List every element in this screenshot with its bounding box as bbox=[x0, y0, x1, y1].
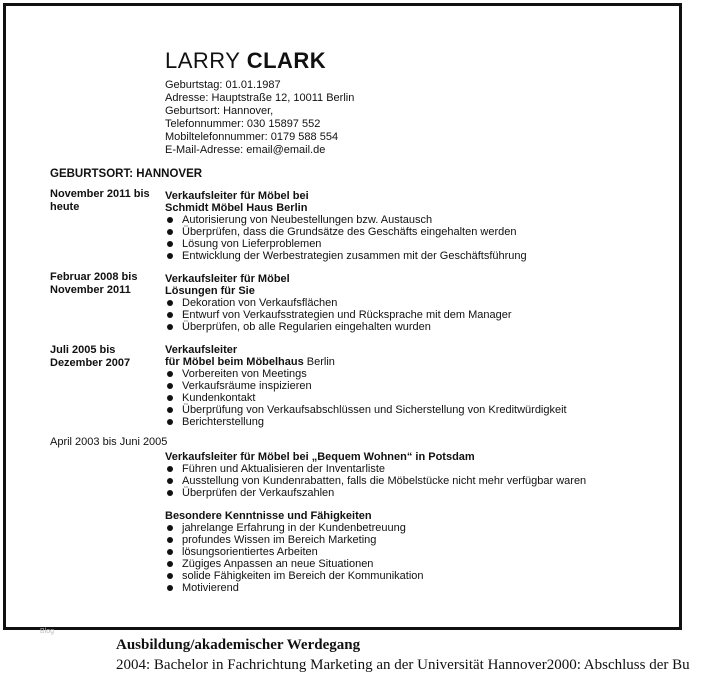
list-item: solide Fähigkeiten im Bereich der Kommunikation bbox=[165, 570, 665, 582]
list-item: Führen und Aktualisieren der Inventarliste bbox=[165, 463, 665, 475]
first-name: LARRY bbox=[165, 48, 241, 73]
job-entry bbox=[165, 451, 665, 499]
job-date-line: heute bbox=[50, 201, 80, 213]
education-line: 2004: Bachelor in Fachrichtung Marketing an der Universität Hannover2000: Abschluss der Bu bbox=[116, 657, 690, 673]
list-item: Überprüfen, ob alle Regularien eingehalten wurden bbox=[165, 321, 665, 333]
job-title-company-suffix: Berlin bbox=[303, 356, 335, 368]
job-title: Verkaufsleiter für Möbel bei „Bequem Wohnen“ in Potsdam bbox=[165, 451, 475, 463]
list-item: Entwurf von Verkaufsstrategien und Rücksprache mit dem Manager bbox=[165, 309, 665, 321]
list-item: Kundenkontakt bbox=[165, 392, 665, 404]
job-title-company: Schmidt Möbel Haus Berlin bbox=[165, 202, 308, 214]
job-title: Verkaufsleiter für Möbel bbox=[165, 273, 290, 285]
job-date bbox=[50, 344, 160, 370]
list-item: Vorbereiten von Meetings bbox=[165, 368, 665, 380]
job-entry bbox=[165, 273, 665, 333]
contact-address: Adresse: Hauptstraße 12, 10011 Berlin bbox=[165, 92, 355, 104]
contact-birthplace: Geburtsort: Hannover, bbox=[165, 105, 274, 117]
job-duties-list bbox=[165, 368, 665, 428]
job-entry bbox=[165, 190, 665, 262]
job-date-line: April 2003 bis Juni 2005 bbox=[50, 436, 168, 448]
contact-block bbox=[165, 79, 354, 157]
list-item: lösungsorientiertes Arbeiten bbox=[165, 546, 665, 558]
job-title-company-text: für Möbel beim Möbelhaus bbox=[165, 356, 304, 368]
job-duties-list bbox=[165, 463, 665, 499]
list-item: Dekoration von Verkaufsflächen bbox=[165, 297, 665, 309]
list-item: Lösung von Lieferproblemen bbox=[165, 238, 665, 250]
contact-birthday: Geburtstag: 01.01.1987 bbox=[165, 79, 281, 91]
contact-mobile: Mobiltelefonnummer: 0179 588 554 bbox=[165, 131, 339, 143]
job-date bbox=[50, 271, 160, 297]
job-date bbox=[50, 436, 250, 449]
resume-name bbox=[165, 48, 326, 74]
job-duties-list bbox=[165, 297, 665, 333]
job-date-line: Juli 2005 bis bbox=[50, 344, 116, 356]
list-item: jahrelange Erfahrung in der Kundenbetreuung bbox=[165, 522, 665, 534]
watermark-text: Blog bbox=[40, 628, 55, 635]
skills-section bbox=[165, 510, 665, 594]
job-date bbox=[50, 188, 160, 214]
job-duties-list bbox=[165, 214, 665, 262]
job-entry bbox=[165, 344, 665, 428]
list-item: Zügiges Anpassen an neue Situationen bbox=[165, 558, 665, 570]
education-heading: Ausbildung/akademischer Werdegang bbox=[116, 637, 361, 653]
list-item: Überprüfung von Verkaufsabschlüssen und Sicherstellung von Kreditwürdigkeit bbox=[165, 404, 665, 416]
job-date-line: Februar 2008 bis bbox=[50, 271, 138, 283]
list-item: Motivierend bbox=[165, 582, 665, 594]
contact-email: E-Mail-Adresse: email@email.de bbox=[165, 144, 326, 156]
skills-title: Besondere Kenntnisse und Fähigkeiten bbox=[165, 510, 372, 522]
job-title-company bbox=[165, 356, 665, 368]
job-date-line: November 2011 bis bbox=[50, 188, 150, 200]
job-date-line: Dezember 2007 bbox=[50, 357, 131, 369]
list-item: Überprüfen der Verkaufszahlen bbox=[165, 487, 665, 499]
list-item: Überprüfen, dass die Grundsätze des Geschäfts eingehalten werden bbox=[165, 226, 665, 238]
list-item: Berichterstellung bbox=[165, 416, 665, 428]
list-item: Entwicklung der Werbestrategien zusammen mit der Geschäftsführung bbox=[165, 250, 665, 262]
last-name: CLARK bbox=[246, 48, 327, 73]
list-item: Ausstellung von Kundenrabatten, falls die Möbelstücke nicht mehr verfügbar waren bbox=[165, 475, 665, 487]
section-heading: GEBURTSORT: HANNOVER bbox=[50, 168, 203, 180]
job-title: Verkaufsleiter bbox=[165, 344, 238, 356]
job-title: Verkaufsleiter für Möbel bei bbox=[165, 190, 309, 202]
job-title-company: Lösungen für Sie bbox=[165, 285, 255, 297]
contact-phone: Telefonnummer: 030 15897 552 bbox=[165, 118, 321, 130]
skills-list bbox=[165, 522, 665, 594]
list-item: Verkaufsräume inspizieren bbox=[165, 380, 665, 392]
resume-page bbox=[3, 3, 682, 630]
job-date-line: November 2011 bbox=[50, 284, 131, 296]
list-item: Autorisierung von Neubestellungen bzw. Austausch bbox=[165, 214, 665, 226]
list-item: profundes Wissen im Bereich Marketing bbox=[165, 534, 665, 546]
